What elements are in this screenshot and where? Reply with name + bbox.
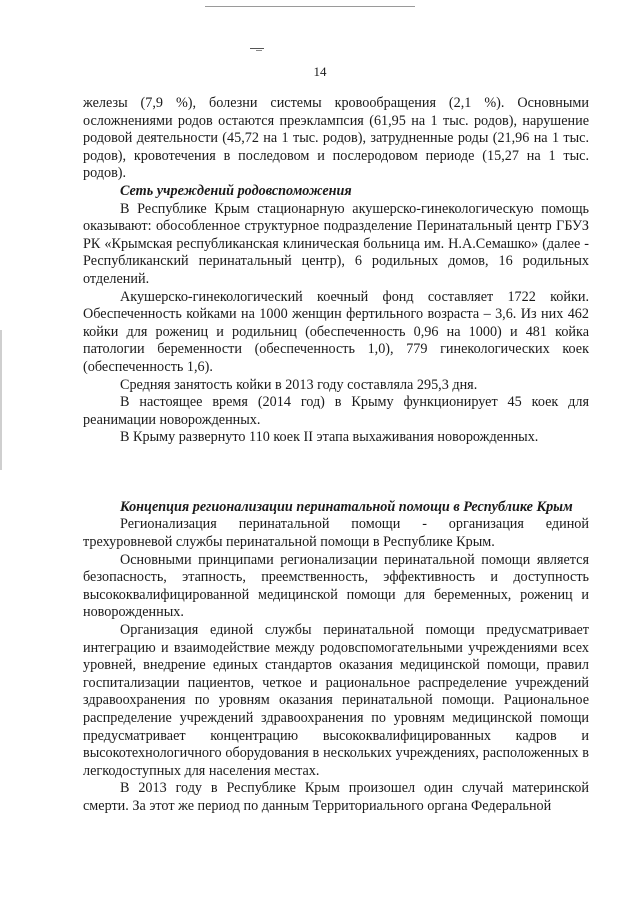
paragraph: Регионализация перинатальной помощи - организация единой трехуровневой службы перинатальной помощи в Республике Крым. — [83, 516, 589, 551]
paragraph: Организация единой службы перинатальной помощи предусматривает интеграцию и взаимодействие между родовспомогательными учреждениями всех уровней, внедрение единых стандартов оказания медицинской помощи, правил госпитализации пациентов, четкое и рациональное распределение учреждений здравоохранения по уровням оказания перинатальной помощи. Рациональное распределение учреждений здравоохранения по уровням медицинской помощи предусматривает концентрацию высококвалифицированных кадров и высокотехнологичного оборудования в нескольких учреждениях, расположенных в легкодоступных для населения местах. — [83, 622, 589, 779]
section-heading-network: Сеть учреждений родовспоможения — [120, 182, 352, 199]
scan-edge-line — [205, 6, 415, 7]
scan-mark — [250, 48, 264, 49]
paragraph: Основными принципами регионализации перинатальной помощи является безопасность, этапность, преемственность, эффективность и доступность высококвалифицированной медицинской помощи для беременных, рожениц и новорожденных. — [83, 551, 589, 621]
paragraph-continuation: железы (7,9 %), болезни системы кровообращения (2,1 %). Основными осложнениями родов остаются преэклампсия (61,95 на 1 тыс. родов), нарушение родовой деятельности (45,72 на 1 тыс. родов), затрудненные роды (21,96 на 1 тыс. родов), кровотечения в последовом и послеродовом периоде (15,27 на 1 тыс. родов). — [83, 95, 589, 182]
page-number: 14 — [313, 64, 327, 79]
document-body — [83, 95, 589, 816]
blank-space — [83, 447, 589, 499]
paragraph: В Республике Крым стационарную акушерско-гинекологическую помощь оказывают: обособленное структурное подразделение Перинатальный центр ГБУЗ РК «Крымская республиканская клиническая больница им. Н.А.Семашко» (далее - Республиканский перинатальный центр), 6 родильных домов, 16 родильных отделений. — [83, 200, 589, 287]
section-heading-concept: Концепция регионализации перинатальной помощи в Республике Крым — [120, 498, 573, 515]
paragraph: Средняя занятость койки в 2013 году составляла 295,3 дня. — [120, 376, 478, 393]
paragraph: Акушерско-гинекологический коечный фонд составляет 1722 койки. Обеспеченность койками на 1000 женщин фертильного возраста – 3,6. Из них 462 койки для рожениц и родильниц (обеспеченность 0,96 на 1000) и 481 койка патологии беременности (обеспеченность 1,0), 779 гинекологических коек (обеспеченность 1,6). — [83, 288, 589, 375]
scan-mark — [256, 50, 262, 51]
paragraph: В настоящее время (2014 год) в Крыму функционирует 45 коек для реанимации новорожденных. — [83, 394, 589, 428]
paragraph: В Крыму развернуто 110 коек II этапа выхаживания новорожденных. — [120, 429, 539, 446]
paragraph: В 2013 году в Республике Крым произошел один случай материнской смерти. За этот же период по данным Территориального органа Федеральной — [83, 780, 589, 814]
scan-left-edge — [0, 330, 2, 470]
